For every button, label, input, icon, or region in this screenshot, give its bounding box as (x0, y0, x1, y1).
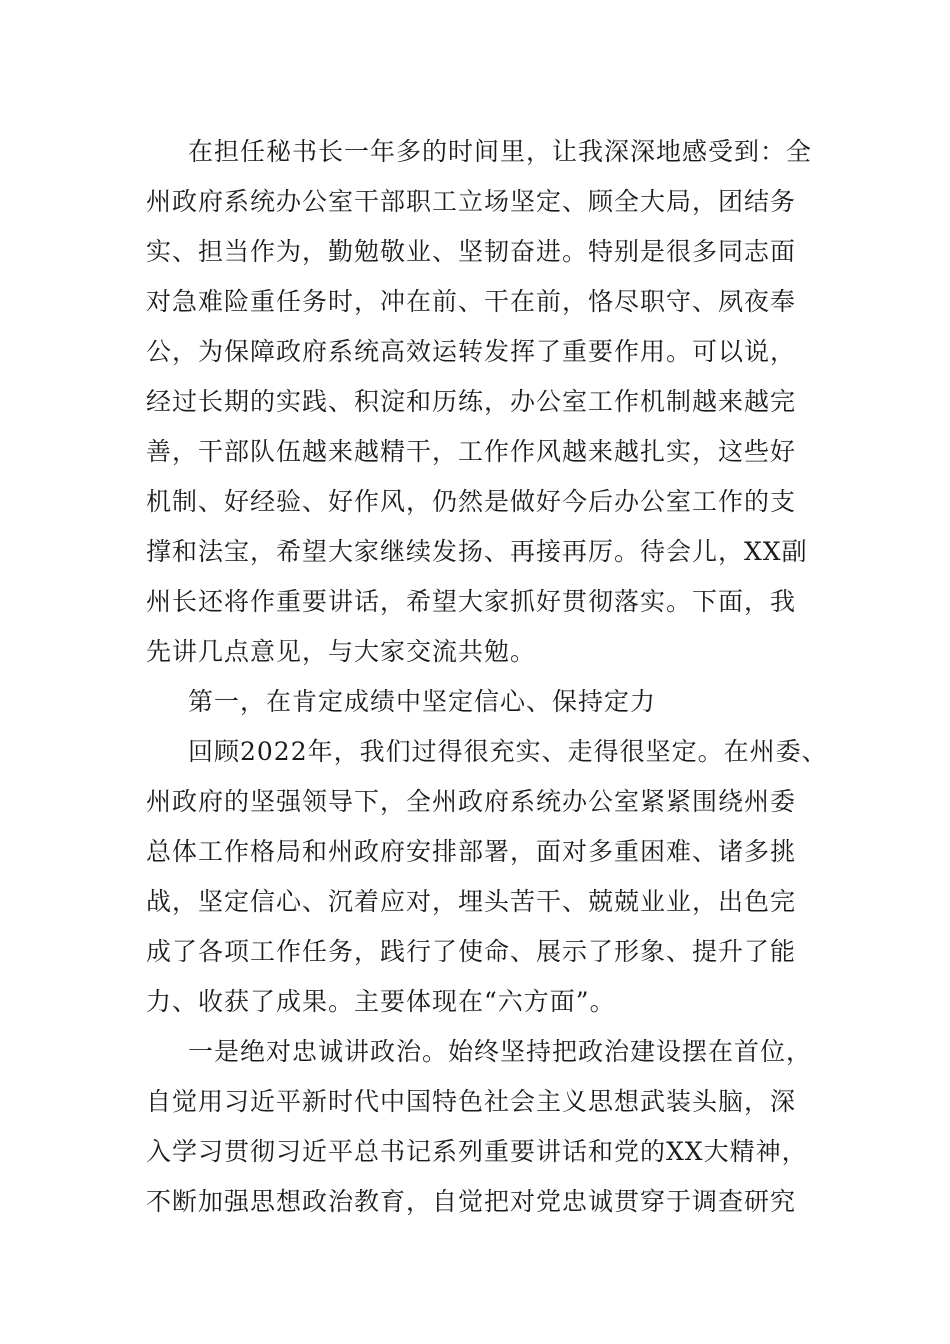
text-line-18: 力、收获了成果。主要体现在“六方面”。 (146, 987, 616, 1016)
text-line-17: 成了各项工作任务，践行了使命、展示了形象、提升了能 (146, 937, 797, 966)
text-line-7: 善，干部队伍越来越精干，工作作风越来越扎实，这些好 (146, 437, 797, 466)
text-line-14: 州政府的坚强领导下，全州政府系统办公室紧紧围绕州委 (146, 787, 797, 816)
section-heading-1: 第一，在肯定成绩中坚定信心、保持定力 (188, 687, 657, 716)
text-line-9: 撑和法宝，希望大家继续发扬、再接再厉。待会儿，XX副 (146, 537, 808, 566)
text-line-1: 在担任秘书长一年多的时间里，让我深深地感受到：全 (188, 137, 813, 166)
text-line-11: 先讲几点意见，与大家交流共勉。 (146, 637, 537, 666)
text-line-4: 对急难险重任务时，冲在前、干在前，恪尽职守、夙夜奉 (146, 287, 797, 316)
text-line-21: 入学习贯彻习近平总书记系列重要讲话和党的XX大精神， (146, 1137, 808, 1166)
text-line-6: 经过长期的实践、积淀和历练，办公室工作机制越来越完 (146, 387, 797, 416)
text-line-8: 机制、好经验、好作风，仍然是做好今后办公室工作的支 (146, 487, 797, 516)
text-line-2: 州政府系统办公室干部职工立场坚定、顾全大局，团结务 (146, 187, 797, 216)
text-line-20: 自觉用习近平新时代中国特色社会主义思想武装头脑，深 (146, 1087, 797, 1116)
text-line-16: 战，坚定信心、沉着应对，埋头苦干、兢兢业业，出色完 (146, 887, 797, 916)
text-line-3: 实、担当作为，勤勉敬业、坚韧奋进。特别是很多同志面 (146, 237, 797, 266)
text-line-19: 一是绝对忠诚讲政治。始终坚持把政治建设摆在首位， (188, 1037, 813, 1066)
text-line-5: 公，为保障政府系统高效运转发挥了重要作用。可以说， (146, 337, 797, 366)
text-line-15: 总体工作格局和州政府安排部署，面对多重困难、诸多挑 (146, 837, 797, 866)
text-line-22: 不断加强思想政治教育，自觉把对党忠诚贯穿于调查研究 (146, 1187, 797, 1216)
text-line-10: 州长还将作重要讲话，希望大家抓好贯彻落实。下面，我 (146, 587, 797, 616)
text-line-13: 回顾2022年，我们过得很充实、走得很坚定。在州委、 (188, 737, 828, 766)
